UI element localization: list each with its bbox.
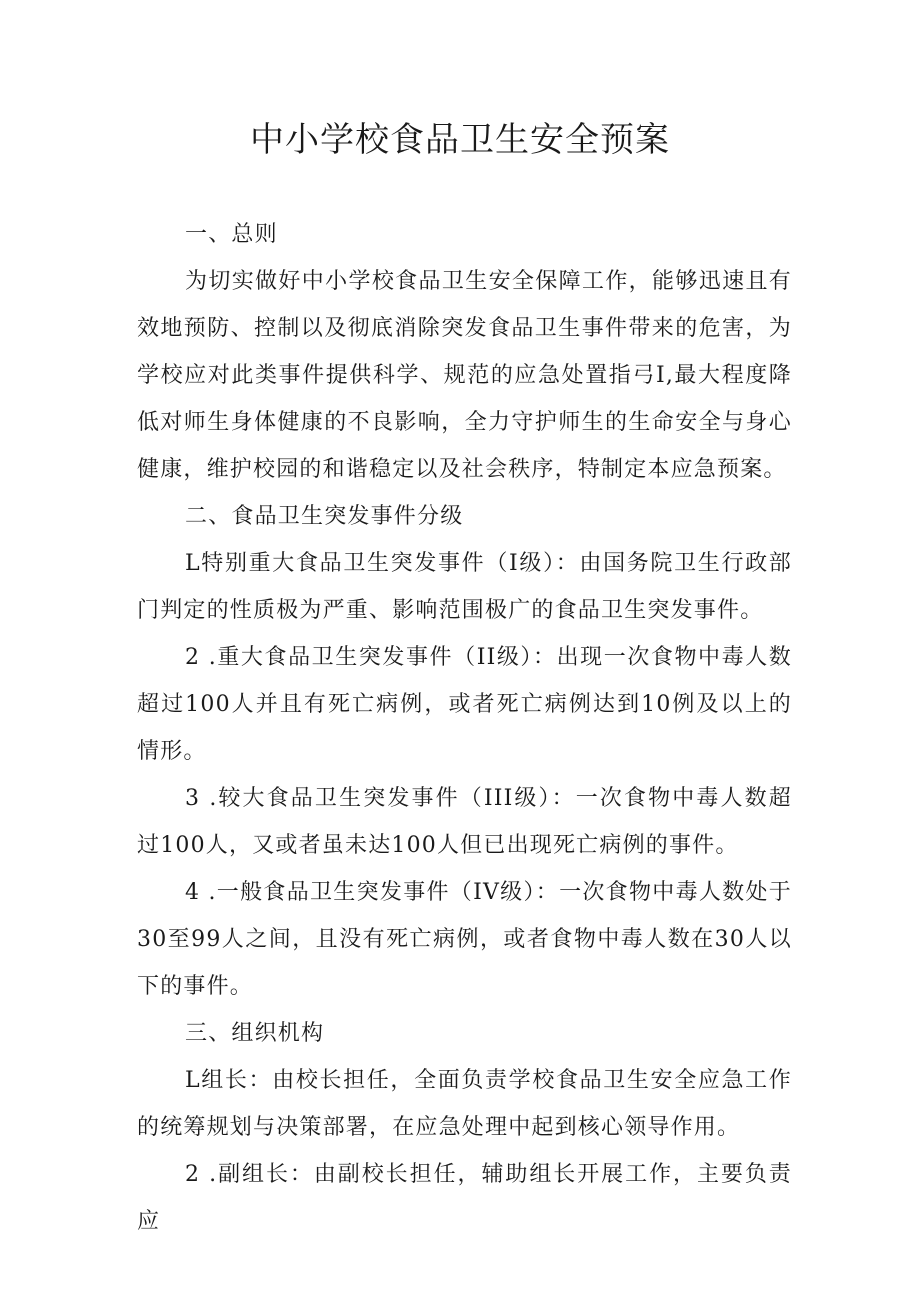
document-body <box>137 211 792 1245</box>
paragraph-level-3: 3 .较大食品卫生突发事件（III级）：一次食物中毒人数超过100人，又或者虽未达100人但已出现死亡病例的事件。 <box>137 786 792 858</box>
paragraph-leader: L组长：由校长担任，全面负责学校食品卫生安全应急工作的统筹规划与决策部署，在应急处理中起到核心领导作用。 <box>137 1068 792 1140</box>
paragraph-level-2: 2 .重大食品卫生突发事件（II级）：出现一次食物中毒人数超过100人并且有死亡病例，或者死亡病例达到10例及以上的情形。 <box>137 645 792 764</box>
section-heading-classification: 二、食品卫生突发事件分级 <box>185 504 464 529</box>
document-title: 中小学校食品卫生安全预案 <box>250 120 670 160</box>
paragraph-deputy-leader: 2 .副组长：由副校长担任，辅助组长开展工作，主要负责应 <box>137 1162 792 1234</box>
paragraph-level-1: L特别重大食品卫生突发事件（I级）：由国务院卫生行政部门判定的性质极为严重、影响范围极广的食品卫生突发事件。 <box>137 551 792 623</box>
paragraph-purpose: 为切实做好中小学校食品卫生安全保障工作，能够迅速且有效地预防、控制以及彻底消除突发食品卫生事件带来的危害，为学校应对此类事件提供科学、规范的应急处置指弓I,最大程度降低对师生身体健康的不良影响，全力守护师生的生命安全与身心健康，维护校园的和谐稳定以及社会秩序，特制定本应急预案。 <box>137 269 792 482</box>
section-heading-general: 一、总则 <box>185 222 278 247</box>
section-heading-organization: 三、组织机构 <box>185 1021 325 1046</box>
paragraph-level-4: 4 .一般食品卫生突发事件（IV级）：一次食物中毒人数处于30至99人之间，且没有死亡病例，或者食物中毒人数在30人以下的事件。 <box>137 880 792 999</box>
